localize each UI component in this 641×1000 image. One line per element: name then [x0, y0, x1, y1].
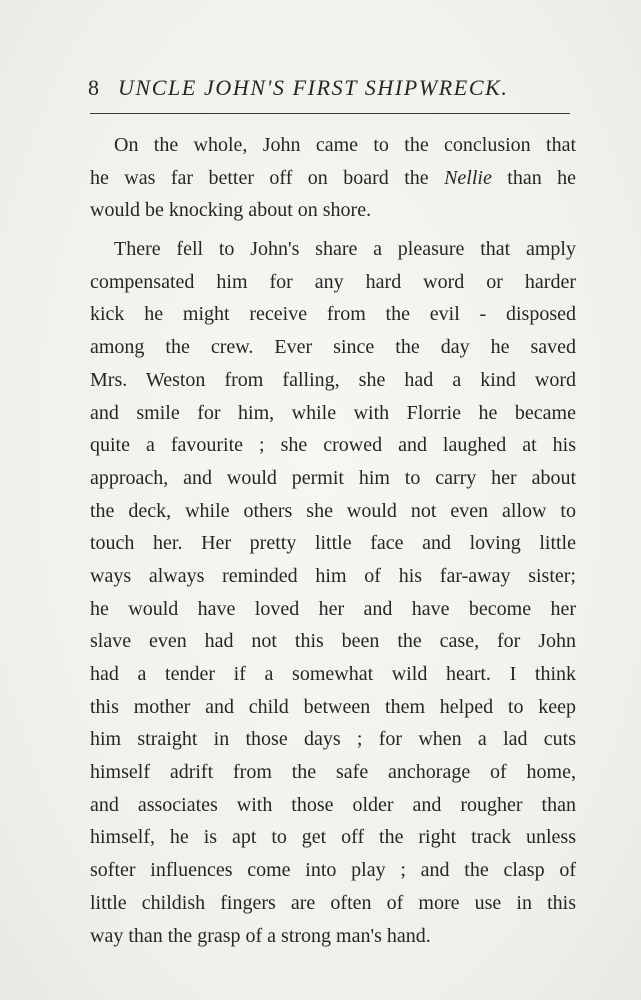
paragraph-2-line-10: touch her. Her pretty little face and loving little	[90, 532, 576, 555]
paragraph-2-line-3: kick he might receive from the evil - disposed	[90, 303, 576, 326]
paragraph-1-line-2	[90, 162, 576, 195]
paragraph-2-line-19: himself, he is apt to get off the right track unless	[90, 826, 576, 849]
paragraph-2-line-4: among the crew. Ever since the day he saved	[90, 336, 576, 359]
paragraph-2-line-6: and smile for him, while with Florrie he became	[90, 401, 576, 424]
paragraph-2-line-16: him straight in those days ; for when a lad cuts	[90, 728, 576, 751]
ship-name-nellie: Nellie	[444, 166, 492, 189]
paragraph-2-line-17: himself adrift from the safe anchorage of home,	[90, 761, 576, 784]
paragraph-2-line-20: softer influences come into play ; and the clasp of	[90, 859, 576, 882]
running-title: UNCLE JOHN'S FIRST SHIPWRECK.	[118, 75, 509, 100]
paragraph-2-line-21: little childish fingers are often of more use in this	[90, 891, 576, 914]
header-rule	[90, 113, 570, 114]
paragraph-1-line-2-pre: he was far better off on board the	[90, 166, 445, 189]
paragraph-2-line-22: way than the grasp of a strong man's hand.	[90, 924, 431, 947]
paragraph-2-line-1: There fell to John's share a pleasure that amply	[114, 238, 576, 261]
paragraph-2-line-7: quite a favourite ; she crowed and laughed at his	[90, 434, 576, 457]
paragraph-2-line-8: approach, and would permit him to carry her about	[90, 466, 576, 489]
paragraph-2-line-14: had a tender if a somewhat wild heart. I think	[90, 663, 576, 685]
paragraph-1-line-2-post: than he	[491, 166, 576, 189]
paragraph-1-line-3: would be knocking about on shore.	[90, 199, 372, 222]
page-number: 8	[88, 75, 99, 100]
paragraph-2-line-12: he would have loved her and have become her	[90, 597, 576, 620]
body-text	[90, 129, 576, 952]
paragraph-2-line-2: compensated him for any hard word or harder	[90, 270, 576, 293]
paragraph-2-line-15: this mother and child between them helped to keep	[90, 695, 576, 718]
page-header	[88, 74, 558, 106]
paragraph-2-line-13: slave even had not this been the case, for John	[90, 630, 576, 653]
paragraph-1-line-1: On the whole, John came to the conclusion that	[114, 134, 576, 156]
paragraph-2-line-9: the deck, while others she would not even allow to	[90, 499, 576, 522]
paragraph-2-line-11: ways always reminded him of his far-away sister;	[90, 564, 576, 587]
paragraph-2-line-18: and associates with those older and rougher than	[90, 793, 576, 816]
paragraph-2-line-5: Mrs. Weston from falling, she had a kind word	[90, 368, 576, 391]
